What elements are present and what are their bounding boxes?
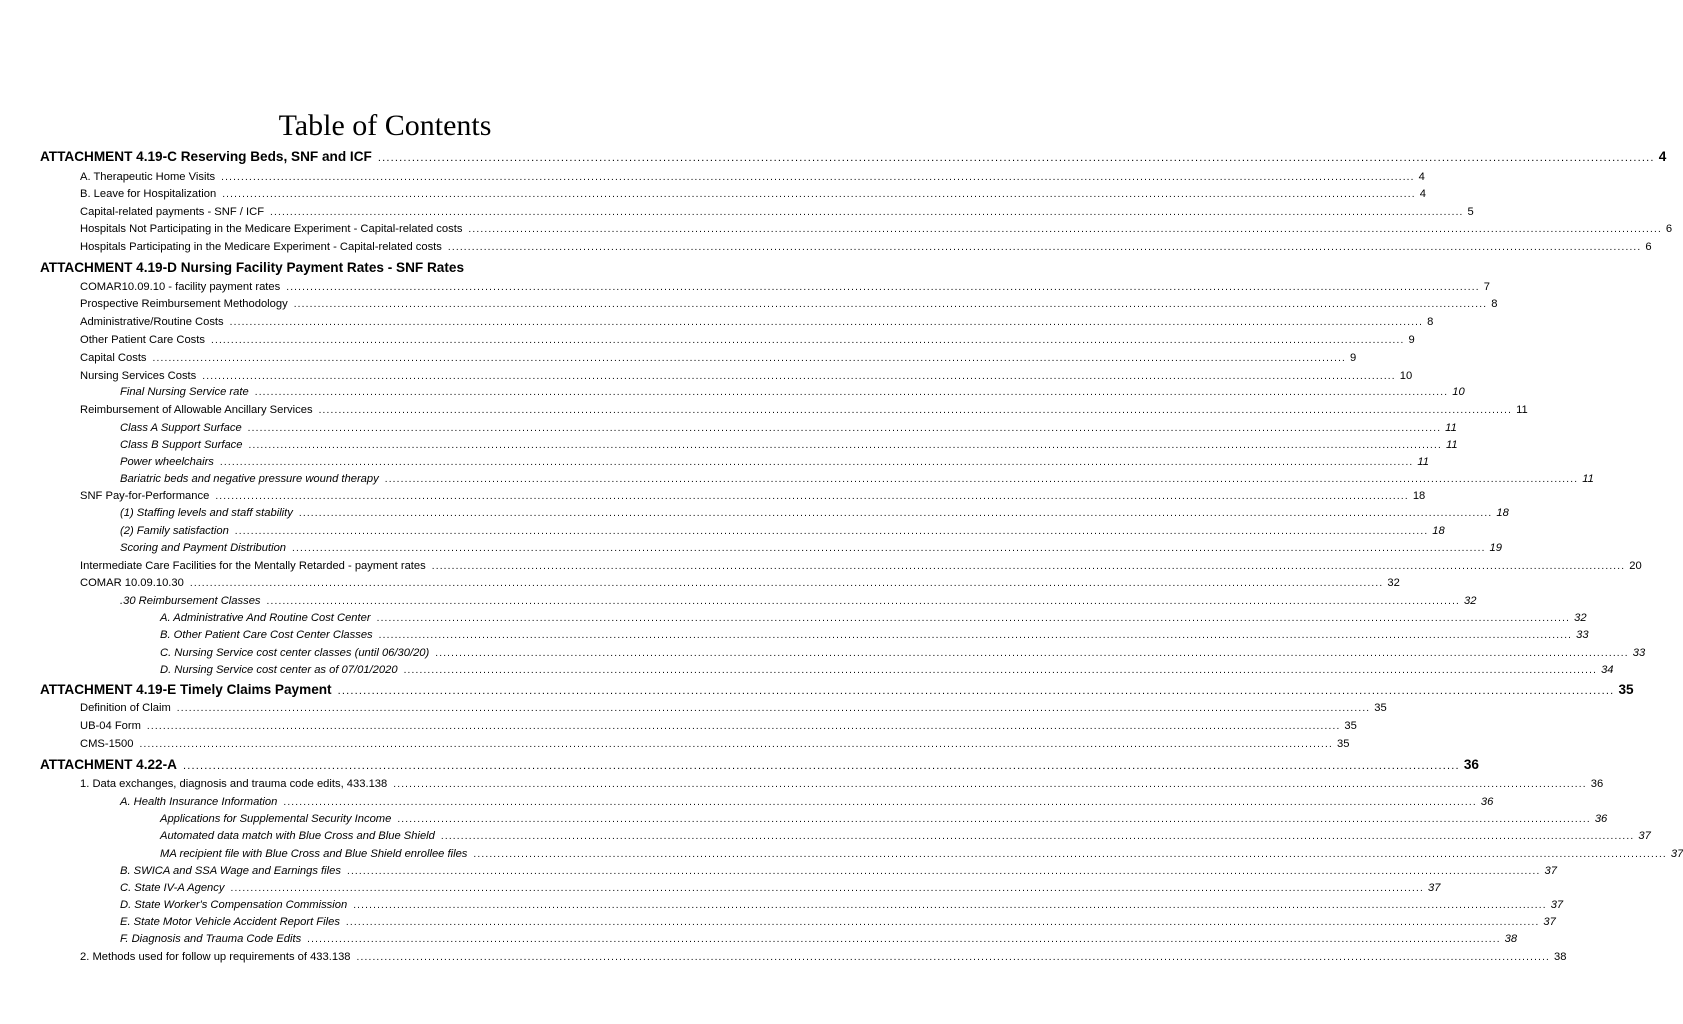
toc-dot-leader: ............................................................................................................................................................................................................................................................................................................: [215, 491, 1409, 502]
toc-entry: [160, 828, 1651, 844]
toc-dot-leader: ............................................................................................................................................................................................................................................................................................................: [346, 866, 1541, 877]
toc-entry-title: Reimbursement of Allowable Ancillary Services: [80, 404, 313, 416]
toc-entry-title: C. State IV-A Agency: [120, 882, 225, 894]
toc-page-number: 11: [1446, 439, 1458, 451]
toc-entry: [120, 880, 1441, 896]
toc-entry-title: D. Nursing Service cost center as of 07/01/2020: [160, 664, 398, 676]
toc-entry-title: SNF Pay-for-Performance: [80, 490, 210, 502]
toc-entry-title: 2. Methods used for follow up requirements of 433.138: [80, 951, 351, 963]
toc-dot-leader: ............................................................................................................................................................................................................................................................................................................: [221, 172, 1415, 183]
toc-dot-leader: ............................................................................................................................................................................................................................................................................................................: [345, 917, 1540, 928]
toc-dot-leader: ............................................................................................................................................................................................................................................................................................................: [473, 849, 1667, 860]
toc-dot-leader: ............................................................................................................................................................................................................................................................................................................: [356, 952, 1551, 963]
toc-entry: [80, 239, 1652, 255]
toc-page-number: 35: [1336, 738, 1350, 750]
toc-dot-leader: ............................................................................................................................................................................................................................................................................................................: [247, 423, 1442, 434]
toc-entry: [80, 314, 1434, 330]
toc-entry: [80, 332, 1415, 348]
toc-dot-leader: ............................................................................................................................................................................................................................................................................................................: [222, 189, 1416, 200]
toc-page-number: 32: [1574, 612, 1587, 624]
toc-dot-leader: ............................................................................................................................................................................................................................................................................................................: [431, 561, 1626, 572]
toc-entry-title: Automated data match with Blue Cross and Blue Shield: [160, 830, 435, 842]
toc-entry-title: Other Patient Care Costs: [80, 334, 205, 346]
toc-entry-title: CMS-1500: [80, 738, 134, 750]
toc-dot-leader: ............................................................................................................................................................................................................................................................................................................: [182, 760, 1460, 772]
toc-entry: [120, 794, 1494, 810]
toc-entry-title: Scoring and Payment Distribution: [120, 542, 287, 554]
toc-entry: [160, 662, 1614, 678]
toc-page-number: 37: [1638, 830, 1651, 842]
toc-dot-leader: ............................................................................................................................................................................................................................................................................................................: [230, 883, 1424, 894]
toc-dot-leader: ............................................................................................................................................................................................................................................................................................................: [337, 685, 1615, 697]
toc-entry: [120, 931, 1518, 947]
toc-page-number: 37: [1544, 865, 1557, 877]
toc-page-number: 8: [1491, 298, 1498, 310]
toc-page-number: 7: [1483, 281, 1490, 293]
toc-dot-leader: ............................................................................................................................................................................................................................................................................................................: [378, 630, 1573, 641]
toc-page-number: 18: [1412, 490, 1426, 502]
toc-dot-leader: ............................................................................................................................................................................................................................................................................................................: [384, 474, 1579, 485]
toc-entry-title: Definition of Claim: [80, 702, 171, 714]
toc-dot-leader: ............................................................................................................................................................................................................................................................................................................: [248, 440, 1442, 451]
toc-page-number: 4: [1419, 188, 1426, 200]
toc-entry-title: ATTACHMENT 4.22-A: [40, 757, 177, 772]
toc-entry-title: (2) Family satisfaction: [120, 525, 229, 537]
toc-entry: [80, 169, 1425, 185]
toc-page-number: 11: [1417, 456, 1430, 468]
toc-page-number: 10: [1399, 370, 1413, 382]
toc-entry-title: B. SWICA and SSA Wage and Earnings files: [120, 865, 341, 877]
toc-dot-leader: ............................................................................................................................................................................................................................................................................................................: [152, 353, 1347, 364]
toc-entry-title: Class A Support Surface: [120, 422, 242, 434]
toc-entry: [120, 471, 1594, 487]
toc-page-number: 10: [1452, 386, 1465, 398]
toc-section-heading: [40, 148, 1667, 166]
toc-page-number: 9: [1408, 334, 1415, 346]
toc-entry: [80, 204, 1474, 220]
toc-entry: [80, 368, 1413, 384]
toc-entry: [120, 523, 1445, 539]
toc-entry-title: E. State Motor Vehicle Accident Report Files: [120, 916, 340, 928]
toc-page-number: 32: [1464, 595, 1477, 607]
toc-entry-title: Nursing Services Costs: [80, 370, 197, 382]
toc-entry: [160, 610, 1587, 626]
toc-entry: [120, 454, 1430, 470]
toc-entry: [80, 402, 1528, 418]
toc-entry: [80, 350, 1357, 366]
toc-entry-title: Administrative/Routine Costs: [80, 316, 224, 328]
toc-dot-leader: ............................................................................................................................................................................................................................................................................................................: [468, 224, 1662, 235]
toc-page-number: 37: [1550, 899, 1564, 911]
toc-dot-leader: ............................................................................................................................................................................................................................................................................................................: [139, 739, 1333, 750]
toc-dot-leader: ............................................................................................................................................................................................................................................................................................................: [283, 797, 1477, 808]
toc-entry: [120, 914, 1556, 930]
toc-page-number: 37: [1427, 882, 1441, 894]
toc-dot-leader: ............................................................................................................................................................................................................................................................................................................: [292, 543, 1486, 554]
toc-dot-leader: ............................................................................................................................................................................................................................................................................................................: [254, 387, 1449, 398]
toc-entry-title: COMAR 10.09.10.30: [80, 577, 184, 589]
toc-entry: [120, 593, 1477, 609]
toc-entry: [120, 505, 1509, 521]
toc-entry-title: UB-04 Form: [80, 720, 141, 732]
toc-dot-leader: ............................................................................................................................................................................................................................................................................................................: [377, 152, 1655, 164]
page-title: Table of Contents: [278, 109, 492, 142]
toc-entry-title: Applications for Supplemental Security Income: [160, 813, 392, 825]
toc-entry-title: C. Nursing Service cost center classes (until 06/30/20): [160, 647, 430, 659]
toc-entry-title: A. Administrative And Routine Cost Center: [160, 612, 371, 624]
toc-page-number: 32: [1387, 577, 1400, 589]
toc-entry-title: COMAR10.09.10 - facility payment rates: [80, 281, 281, 293]
toc-entry-title: ATTACHMENT 4.19-E Timely Claims Payment: [40, 682, 332, 697]
toc-entry-title: ATTACHMENT 4.19-D Nursing Facility Payment Rates - SNF Rates: [40, 260, 465, 275]
toc-page-number: 38: [1554, 951, 1567, 963]
toc-page-number: 11: [1582, 473, 1594, 485]
toc-page-number: 8: [1427, 316, 1434, 328]
toc-dot-leader: ............................................................................................................................................................................................................................................................................................................: [435, 648, 1629, 659]
toc-page-number: 36: [1590, 778, 1604, 790]
toc-entry-title: Bariatric beds and negative pressure wound therapy: [120, 473, 379, 485]
toc-dot-leader: ............................................................................................................................................................................................................................................................................................................: [393, 779, 1587, 790]
toc-entry: [80, 575, 1400, 591]
toc-entry: [160, 645, 1646, 661]
toc-entry: [80, 558, 1642, 574]
toc-entry: [120, 540, 1502, 556]
toc-entry: [120, 420, 1457, 436]
toc-page-number: 35: [1374, 702, 1387, 714]
toc-entry: [160, 627, 1589, 643]
toc-dot-leader: ............................................................................................................................................................................................................................................................................................................: [293, 299, 1488, 310]
toc-entry: [80, 221, 1673, 237]
toc-dot-leader: ............................................................................................................................................................................................................................................................................................................: [210, 335, 1405, 346]
toc-page-number: 34: [1601, 664, 1614, 676]
toc-page-number: 11: [1445, 422, 1457, 434]
toc-page-number: 9: [1350, 352, 1357, 364]
toc-section-heading: [40, 681, 1634, 699]
toc-page-number: 20: [1629, 560, 1642, 572]
toc-dot-leader: ............................................................................................................................................................................................................................................................................................................: [176, 703, 1371, 714]
toc-entry-title: ATTACHMENT 4.19-C Reserving Beds, SNF and ICF: [40, 149, 372, 164]
toc-page-number: 35: [1618, 682, 1634, 697]
toc-entry-title: Intermediate Care Facilities for the Mentally Retarded - payment rates: [80, 560, 426, 572]
toc-dot-leader: ............................................................................................................................................................................................................................................................................................................: [189, 578, 1384, 589]
toc-entry-title: A. Health Insurance Information: [120, 796, 278, 808]
toc-entry: [80, 700, 1387, 716]
toc-entry-title: Final Nursing Service rate: [120, 386, 249, 398]
toc-entry: [80, 279, 1490, 295]
toc-page-number: 37: [1543, 916, 1556, 928]
toc-entry: [120, 437, 1458, 453]
toc-entry-title: F. Diagnosis and Trauma Code Edits: [120, 933, 302, 945]
toc-dot-leader: ............................................................................................................................................................................................................................................................................................................: [286, 282, 1480, 293]
toc-dot-leader: ............................................................................................................................................................................................................................................................................................................: [376, 613, 1571, 624]
toc-page-number: 33: [1576, 629, 1589, 641]
toc-dot-leader: ............................................................................................................................................................................................................................................................................................................: [397, 814, 1591, 825]
toc-page-number: 4: [1658, 149, 1667, 164]
toc-page-number: 11: [1516, 404, 1528, 416]
toc-entry-title: Power wheelchairs: [120, 456, 214, 468]
toc-dot-leader: ............................................................................................................................................................................................................................................................................................................: [318, 405, 1513, 416]
toc-entry: [120, 863, 1557, 879]
toc-entry-title: A. Therapeutic Home Visits: [80, 171, 216, 183]
toc-dot-leader: ............................................................................................................................................................................................................................................................................................................: [146, 721, 1341, 732]
toc-entry: [160, 811, 1608, 827]
toc-dot-leader: ............................................................................................................................................................................................................................................................................................................: [403, 665, 1598, 676]
toc-entry-title: 1. Data exchanges, diagnosis and trauma code edits, 433.138: [80, 778, 388, 790]
toc-dot-leader: ............................................................................................................................................................................................................................................................................................................: [353, 900, 1547, 911]
toc-dot-leader: ............................................................................................................................................................................................................................................................................................................: [440, 831, 1635, 842]
toc-entry: [80, 949, 1567, 965]
toc-dot-leader: ............................................................................................................................................................................................................................................................................................................: [270, 207, 1464, 218]
toc-dot-leader: ............................................................................................................................................................................................................................................................................................................: [266, 596, 1461, 607]
toc-page-number: 6: [1645, 241, 1652, 253]
toc-entry-title: Capital-related payments - SNF / ICF: [80, 206, 265, 218]
toc-entry: [80, 776, 1604, 792]
toc-page-number: 37: [1670, 848, 1683, 860]
toc-dot-leader: ............................................................................................................................................................................................................................................................................................................: [234, 526, 1429, 537]
toc-entry-title: D. State Worker's Compensation Commission: [120, 899, 348, 911]
toc-page-number: 4: [1418, 171, 1425, 183]
toc-entry: [120, 384, 1465, 400]
toc-entry-title: Class B Support Surface: [120, 439, 243, 451]
toc-entry: [80, 718, 1357, 734]
toc-page-number: 36: [1480, 796, 1494, 808]
toc-entry-title: B. Leave for Hospitalization: [80, 188, 217, 200]
toc-entry-title: Prospective Reimbursement Methodology: [80, 298, 288, 310]
toc-section-heading: [40, 756, 1479, 774]
toc-page-number: 18: [1496, 507, 1509, 519]
toc-page-number: 35: [1344, 720, 1357, 732]
toc-entry: [80, 488, 1426, 504]
toc-entry-title: Capital Costs: [80, 352, 147, 364]
toc-entry-title: B. Other Patient Care Cost Center Classes: [160, 629, 373, 641]
toc-dot-leader: ............................................................................................................................................................................................................................................................................................................: [447, 242, 1642, 253]
toc-entry-title: (1) Staffing levels and staff stability: [120, 507, 293, 519]
toc-entry: [160, 846, 1683, 862]
toc-page-number: 38: [1504, 933, 1518, 945]
toc-page-number: 18: [1432, 525, 1445, 537]
toc-page-number: 5: [1467, 206, 1474, 218]
toc-entry: [80, 186, 1426, 202]
toc-section-heading: [40, 259, 730, 277]
toc-page-number: 19: [1489, 542, 1502, 554]
toc-entry-title: Hospitals Not Participating in the Medicare Experiment - Capital-related costs: [80, 223, 463, 235]
toc-dot-leader: ............................................................................................................................................................................................................................................................................................................: [202, 371, 1396, 382]
toc-dot-leader: ............................................................................................................................................................................................................................................................................................................: [307, 934, 1501, 945]
toc-page-number: 36: [1463, 757, 1479, 772]
toc-page-number: 36: [1594, 813, 1608, 825]
toc-page-number: 6: [1665, 223, 1673, 235]
toc-dot-leader: ............................................................................................................................................................................................................................................................................................................: [229, 317, 1424, 328]
toc-dot-leader: ............................................................................................................................................................................................................................................................................................................: [298, 508, 1493, 519]
toc-entry-title: MA recipient file with Blue Cross and Blue Shield enrollee files: [160, 848, 468, 860]
toc-entry: [80, 296, 1498, 312]
toc-entry: [120, 897, 1564, 913]
toc-dot-leader: ............................................................................................................................................................................................................................................................................................................: [219, 457, 1414, 468]
toc-entry-title: .30 Reimbursement Classes: [120, 595, 261, 607]
toc-page-number: 33: [1632, 647, 1646, 659]
toc-entry: [80, 736, 1350, 752]
toc-entry-title: Hospitals Participating in the Medicare Experiment - Capital-related costs: [80, 241, 442, 253]
